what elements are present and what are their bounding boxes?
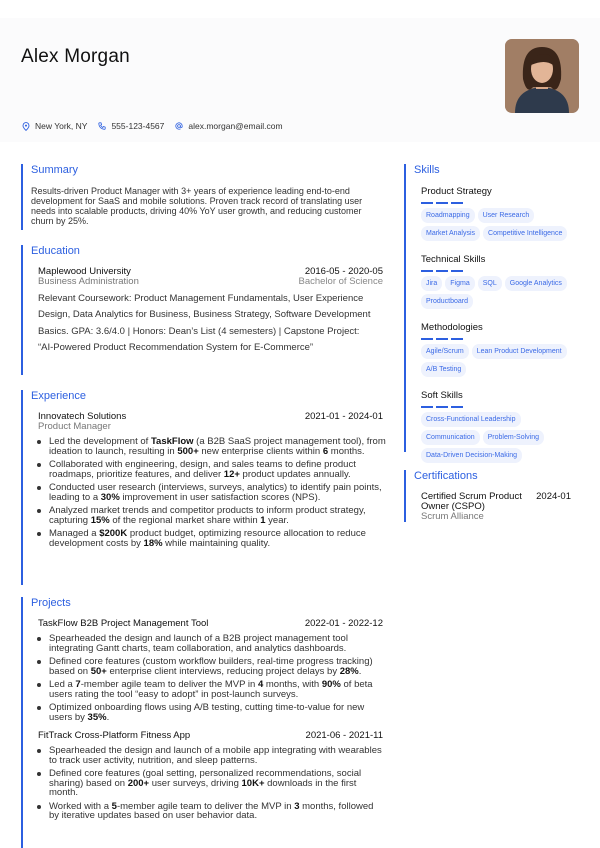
experience-bullet: Collaborated with engineering, design, and sales teams to define product roadmaps, prioritize features, and deliver 12+ product updates annually. bbox=[31, 460, 386, 479]
certifications-title: Certifications bbox=[414, 470, 478, 482]
skill-tags bbox=[421, 344, 584, 380]
project-bullets bbox=[31, 746, 391, 821]
skill-level-segment bbox=[421, 202, 433, 204]
summary-section bbox=[21, 164, 381, 230]
at-sign-icon bbox=[175, 122, 183, 130]
project-bullet: Spearheaded the design and launch of a mobile app integrating with wearables to track user activity, nutrition, and sleep patterns. bbox=[31, 746, 386, 765]
school-name: Maplewood University bbox=[38, 266, 131, 277]
phone-item bbox=[98, 121, 164, 131]
skill-level-segment bbox=[451, 406, 463, 408]
skill-tag: Google Analytics bbox=[505, 276, 567, 291]
project-bullet: Led a 7-member agile team to deliver the MVP in 4 months, with 90% of beta users rating the tool “easy to adopt” in post-launch surveys. bbox=[31, 680, 386, 699]
project-bullet: Defined core features (custom workflow builders, real-time progress tracking) based on 50+ enterprise client interviews, reducing project delays by 28%. bbox=[31, 657, 386, 676]
certification-issuer: Scrum Alliance bbox=[421, 511, 484, 522]
profile-photo bbox=[505, 39, 579, 113]
skill-tag: Roadmapping bbox=[421, 208, 475, 223]
location-item bbox=[22, 121, 87, 131]
skill-group-name: Technical Skills bbox=[421, 254, 486, 265]
project-bullet: Defined core features (goal setting, personalized recommendations, social sharing) based on 200+ user surveys, driving 10K+ downloads in the first month. bbox=[31, 769, 386, 798]
skills-list bbox=[414, 186, 584, 466]
project-bullet: Worked with a 5-member agile team to deliver the MVP in 3 months, followed by iterative updates based on user behavior data. bbox=[31, 802, 386, 821]
skill-tag: A/B Testing bbox=[421, 362, 466, 377]
education-degree: Bachelor of Science bbox=[298, 276, 383, 287]
education-details: Relevant Coursework: Product Management Fundamentals, User Experience Design, Data Analytics for Business, Business Strategy, Software Development Basics. GPA: 3.6/4.0 | Honors: Dean’s List (4 semesters) | Capstone Project: “AI-Powered Product Recommendation System for E-Commerce” bbox=[38, 293, 371, 354]
location-pin-icon bbox=[22, 122, 30, 131]
skill-group-name: Soft Skills bbox=[421, 390, 463, 401]
skill-level-segment bbox=[451, 202, 463, 204]
project-bullet: Spearheaded the design and launch of a B2B project management tool integrating Gantt charts, team collaboration, and analytics dashboards. bbox=[31, 634, 386, 653]
projects-section bbox=[21, 597, 391, 848]
skill-level-segment bbox=[436, 338, 448, 340]
certification-date: 2024-01 bbox=[536, 491, 571, 502]
experience-title: Experience bbox=[31, 390, 87, 402]
email-item bbox=[175, 121, 282, 131]
skill-tag: Problem-Solving bbox=[483, 430, 544, 445]
experience-bullet: Led the development of TaskFlow (a B2B SaaS project management tool), from ideation to launch, resulting in 500+ new enterprise clients within 6 months. bbox=[31, 437, 386, 456]
skill-group bbox=[421, 186, 584, 244]
project-bullets bbox=[31, 634, 391, 722]
skill-group bbox=[421, 390, 584, 466]
skill-tags bbox=[421, 412, 584, 466]
experience-dates: 2021-01 - 2024-01 bbox=[304, 411, 383, 422]
skill-level-segment bbox=[451, 270, 463, 272]
skill-level-bars bbox=[421, 406, 584, 408]
email-text[interactable]: alex.morgan@email.com bbox=[188, 121, 283, 131]
skill-tag: SQL bbox=[478, 276, 502, 291]
skill-tag: Jira bbox=[421, 276, 442, 291]
skill-group-name: Product Strategy bbox=[421, 186, 492, 197]
skill-tag: Communication bbox=[421, 430, 480, 445]
project-header-row bbox=[31, 619, 383, 629]
skill-tag: Productboard bbox=[421, 294, 473, 309]
skill-level-segment bbox=[436, 202, 448, 204]
skill-tag: Lean Product Development bbox=[472, 344, 567, 359]
skill-tags bbox=[421, 208, 584, 244]
education-title: Education bbox=[31, 245, 80, 257]
phone-text[interactable]: 555-123-4567 bbox=[111, 121, 165, 131]
skill-level-bars bbox=[421, 270, 584, 272]
location-text: New York, NY bbox=[35, 121, 88, 131]
project-dates: 2022-01 - 2022-12 bbox=[304, 618, 383, 629]
experience-bullets bbox=[31, 437, 391, 548]
skill-tag: Competitive Intelligence bbox=[483, 226, 567, 241]
summary-text: Results-driven Product Manager with 3+ years of experience leading end-to-end development for SaaS and mobile solutions. Proven track record of translating user needs into scalable products, driving 40% YoY user growth, and reducing customer churn by 25%. bbox=[31, 186, 363, 226]
skill-group bbox=[421, 322, 584, 380]
project-dates: 2021-06 - 2021-11 bbox=[305, 730, 383, 741]
education-section bbox=[21, 245, 391, 375]
job-role: Product Manager bbox=[38, 421, 111, 432]
skill-tag: Market Analysis bbox=[421, 226, 480, 241]
project-bullet: Optimized onboarding flows using A/B testing, cutting time-to-value for new users by 35%. bbox=[31, 703, 386, 722]
skill-tag: User Research bbox=[478, 208, 535, 223]
skill-level-bars bbox=[421, 202, 584, 204]
project-entry bbox=[31, 619, 391, 722]
experience-bullet: Conducted user research (interviews, surveys, analytics) to identify pain points, leading to a 30% improvement in user satisfaction scores (NPS). bbox=[31, 483, 386, 502]
certification-row bbox=[421, 492, 571, 512]
skill-tag: Agile/Scrum bbox=[421, 344, 469, 359]
skill-level-segment bbox=[421, 406, 433, 408]
project-header-row bbox=[31, 731, 383, 741]
project-name: FitTrack Cross-Platform Fitness App bbox=[38, 730, 191, 741]
projects-title: Projects bbox=[31, 597, 71, 609]
experience-section bbox=[21, 390, 391, 585]
phone-icon bbox=[98, 122, 106, 130]
experience-bullet: Analyzed market trends and competitor products to inform product strategy, capturing 15% of the regional market share within 1 year. bbox=[31, 506, 386, 525]
skill-tag: Data-Driven Decision-Making bbox=[421, 448, 522, 463]
skill-level-segment bbox=[421, 270, 433, 272]
summary-title: Summary bbox=[31, 164, 79, 176]
skill-tag: Figma bbox=[445, 276, 474, 291]
skill-level-bars bbox=[421, 338, 584, 340]
education-dates: 2016-05 - 2020-05 bbox=[304, 266, 383, 277]
skill-level-segment bbox=[451, 338, 463, 340]
experience-bullet: Managed a $200K product budget, optimizing resource allocation to reduce development costs by 18% while maintaining quality. bbox=[31, 529, 386, 548]
project-name: TaskFlow B2B Project Management Tool bbox=[38, 618, 209, 629]
education-degree-row bbox=[31, 277, 383, 287]
certifications-section bbox=[404, 470, 584, 522]
projects-list bbox=[31, 619, 391, 821]
experience-role-row bbox=[31, 422, 391, 432]
project-entry bbox=[31, 731, 391, 821]
skill-level-segment bbox=[421, 338, 433, 340]
skills-title: Skills bbox=[414, 164, 440, 176]
skill-level-segment bbox=[436, 270, 448, 272]
company-name: Innovatech Solutions bbox=[38, 411, 127, 422]
certification-name: Certified Scrum Product Owner (CSPO) bbox=[421, 491, 522, 512]
candidate-name: Alex Morgan bbox=[21, 46, 130, 67]
skill-group bbox=[421, 254, 584, 312]
skill-tags bbox=[421, 276, 584, 312]
skill-group-name: Methodologies bbox=[421, 322, 483, 333]
education-field: Business Administration bbox=[38, 276, 139, 287]
skills-section bbox=[404, 164, 584, 459]
contact-info bbox=[22, 121, 294, 131]
skill-level-segment bbox=[436, 406, 448, 408]
skill-tag: Cross-Functional Leadership bbox=[421, 412, 521, 427]
